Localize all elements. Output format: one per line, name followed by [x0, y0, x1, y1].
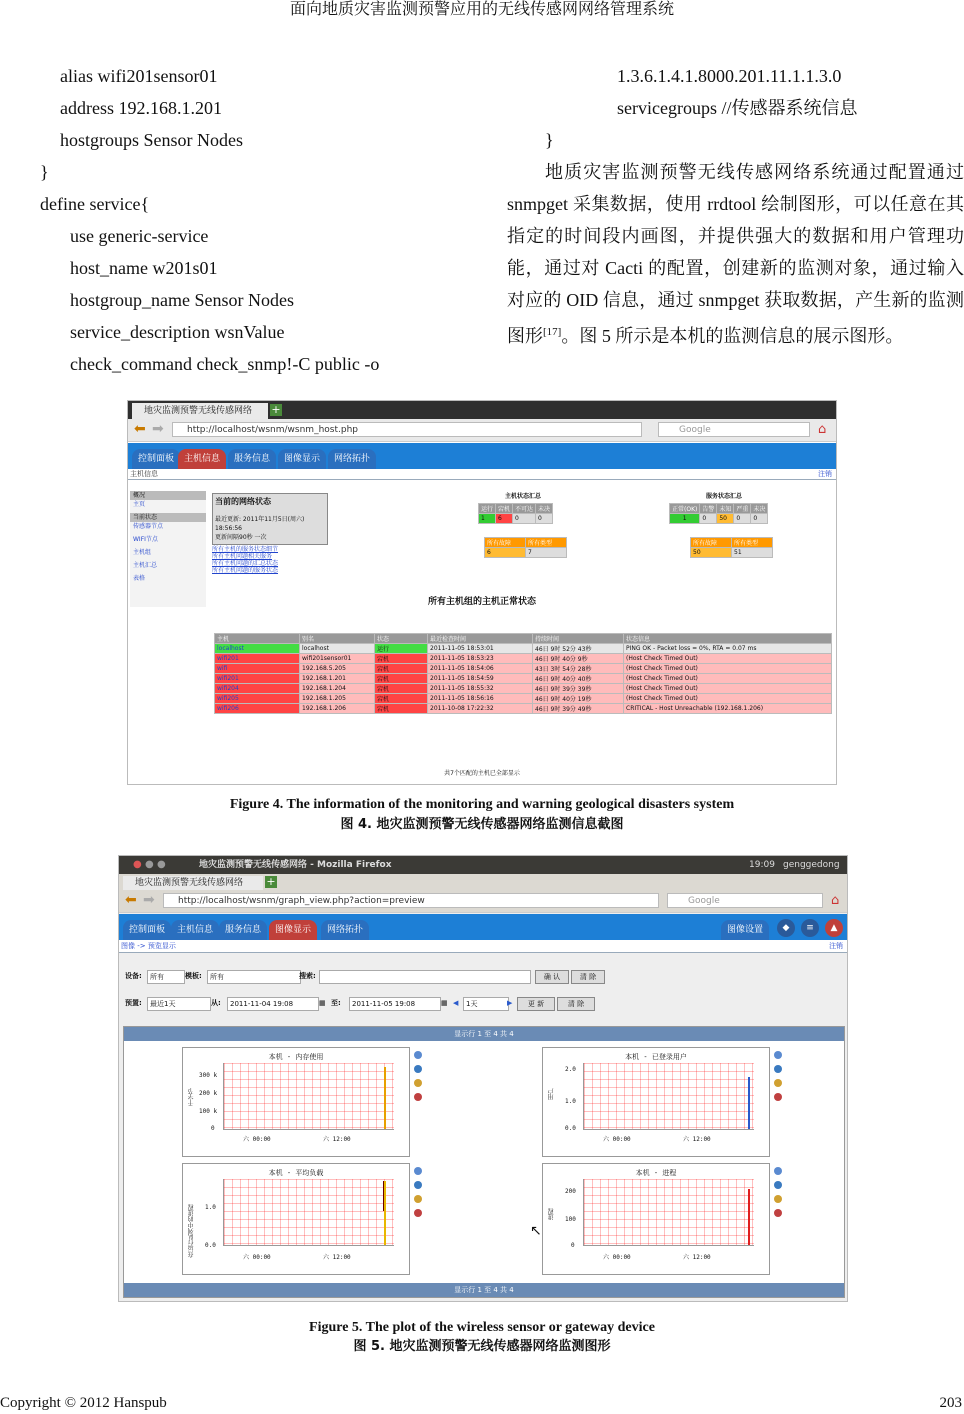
last-check: 2011-10-08 17:22:32 [428, 704, 533, 714]
status-info: PING OK - Packet loss = 0%, RTA = 0.07 ms [624, 644, 832, 654]
rows-label-top: 显示行 1 至 4 共 4 [124, 1027, 844, 1041]
series-spike [384, 1067, 386, 1129]
xtick: 六 12:00 [323, 1254, 351, 1261]
ytick: 0 [571, 1242, 575, 1249]
graph-plot-area [583, 1179, 754, 1246]
summary-value[interactable]: 0 [751, 514, 768, 524]
preset-label: 预置: [125, 999, 142, 1007]
host-summary-title: 主机状态汇总 [504, 493, 541, 500]
preset-select[interactable]: 最近1天 [147, 997, 211, 1011]
clock: 19:09 [749, 860, 775, 870]
ytick: 200 [565, 1188, 576, 1195]
summary-head: 不可达 [513, 504, 536, 514]
back-icon[interactable]: ⬅ [125, 892, 137, 908]
summary-value[interactable]: 50 [717, 514, 734, 524]
sidebar-item-sensor-nodes[interactable]: 传感器节点 [133, 523, 164, 530]
address-bar[interactable]: http://localhost/wsnm/graph_view.php?action=preview [163, 893, 659, 908]
graph-processes[interactable] [542, 1163, 770, 1275]
forward-icon[interactable]: ➡ [152, 421, 164, 437]
search-box[interactable]: Google [667, 893, 823, 908]
from-label: 从: [211, 999, 221, 1007]
ytick: 0.0 [565, 1125, 576, 1132]
rows-label-bottom: 显示行 1 至 4 共 4 [124, 1283, 844, 1297]
graph-plot-area [223, 1063, 394, 1130]
graph-title: 本机 - 平均负载 [268, 1169, 324, 1177]
nav-control-panel[interactable]: 控制面板 [123, 920, 171, 940]
duration: 46日 9时 52分 43秒 [533, 644, 624, 654]
main-nav [119, 914, 847, 940]
template-select[interactable]: 所有 [207, 970, 301, 984]
nav-control-panel[interactable]: 控制面板 [132, 449, 180, 469]
code-line: address 192.168.1.201 [60, 98, 222, 118]
confirm-button[interactable]: 确 认 [535, 970, 569, 984]
code-line: } [545, 130, 554, 150]
to-label: 至: [331, 999, 341, 1007]
service-problems-table [690, 537, 773, 558]
ytick: 100 [565, 1216, 576, 1223]
host-alias: 192.168.5.205 [300, 664, 375, 674]
graph-title: 本机 - 已登录用户 [625, 1053, 687, 1061]
figure5-screenshot [118, 855, 848, 1302]
host-state: 宕机 [375, 674, 428, 684]
status-info: (Host Check Timed Out) [624, 654, 832, 664]
host-problems-table [484, 537, 567, 558]
host-alias: 192.168.1.206 [300, 704, 375, 714]
info-icon[interactable] [774, 1181, 782, 1189]
zoom-icon[interactable] [774, 1167, 782, 1175]
host-state: 宕机 [375, 664, 428, 674]
graph-title: 本机 - 进程 [635, 1169, 677, 1177]
duration: 46日 9时 39分 39秒 [533, 684, 624, 694]
summary-value[interactable]: 51 [732, 548, 773, 558]
figure4-caption-en: Figure 4. The information of the monitoring and warning geological disasters system [229, 797, 735, 812]
config-code-left [40, 60, 480, 380]
last-check: 2011-11-05 18:54:06 [428, 664, 533, 674]
window-title: 地灾监测预警无线传感网络 - Mozilla Firefox [199, 860, 392, 870]
sidebar-section-overview: 概况 [130, 491, 206, 500]
host-alias: wifi201sensor01 [300, 654, 375, 664]
host-alias: 192.168.1.204 [300, 684, 375, 694]
code-line: alias wifi201sensor01 [60, 66, 218, 86]
summary-head: 所有类型 [732, 538, 773, 548]
last-check: 2011-11-05 18:54:59 [428, 674, 533, 684]
last-check: 2011-11-05 18:53:23 [428, 654, 533, 664]
ytick: 1.0 [565, 1098, 576, 1105]
summary-value[interactable]: 0 [700, 514, 717, 524]
table-row [215, 704, 832, 714]
sidebar-item-hostgroups[interactable]: 主机组 [133, 549, 152, 556]
mouse-cursor-icon: ↖ [530, 1223, 542, 1239]
paragraph-text: 地质灾害监测预警无线传感网络系统通过配置通过 snmpget 采集数据，使用 rrdtool 绘制图形，可以任意在其指定的时间段内画图，并提供强大的数据和用户管理功能，通过对 Cacti 的配置，创建新的监测对象，通过输入对应的 OID 信息，通过 snmpget 获取数据，产生新的监测图形 [507, 162, 964, 346]
graph-actions [774, 1051, 782, 1107]
figure5-caption-cn: 图 5. 地灾监测预警无线传感器网络监测图形 [353, 1339, 611, 1354]
citation-ref[interactable]: [17] [543, 326, 562, 338]
edit-icon[interactable] [414, 1079, 422, 1087]
info-icon[interactable] [414, 1181, 422, 1189]
host-state: 宕机 [375, 654, 428, 664]
figure4-caption-cn: 图 4. 地灾监测预警无线传感器网络监测信息截图 [340, 817, 624, 832]
column-header[interactable]: 状态 [375, 634, 428, 644]
graph-ylabel: 进程 [548, 1208, 555, 1220]
zoom-icon[interactable] [414, 1051, 422, 1059]
host-state: 宕机 [375, 704, 428, 714]
to-date-input[interactable]: 2011-11-05 19:08 [349, 997, 441, 1011]
host-state: 宕机 [375, 684, 428, 694]
ytick: 300 k [199, 1072, 218, 1079]
browser-tab[interactable]: 地灾监测预警无线传感网络 [123, 876, 263, 890]
forward-icon[interactable]: ➡ [143, 892, 155, 908]
browser-tab[interactable]: 地灾监测预警无线传感网络 [132, 403, 268, 419]
host-alias: localhost [300, 644, 375, 654]
last-check: 2011-11-05 18:55:32 [428, 684, 533, 694]
sub-header [128, 469, 836, 480]
host-link[interactable]: wifi [215, 664, 300, 674]
status-info: (Host Check Timed Out) [624, 664, 832, 674]
graph-actions [414, 1167, 422, 1223]
nav-graph-view[interactable]: 图像显示 [269, 920, 317, 940]
table-row [215, 684, 832, 694]
summary-value[interactable]: 6 [485, 548, 526, 558]
table-row [215, 664, 832, 674]
status-info: (Host Check Timed Out) [624, 674, 832, 684]
status-info: CRITICAL - Host Unreachable (192.168.1.206) [624, 704, 832, 714]
summary-value[interactable]: 6 [496, 514, 513, 524]
last-check: 2011-11-05 18:56:16 [428, 694, 533, 704]
summary-value[interactable]: 1 [670, 514, 700, 524]
sidebar-item-grid[interactable]: 表格 [133, 575, 146, 582]
calendar-icon[interactable]: ▦ [441, 999, 448, 1007]
summary-value[interactable]: 1 [479, 514, 496, 524]
summary-head: 未知 [717, 504, 734, 514]
graph-actions [414, 1051, 422, 1107]
duration: 46日 9时 40分 9秒 [533, 654, 624, 664]
xtick: 六 00:00 [603, 1136, 631, 1143]
series-spike [748, 1189, 750, 1245]
ytick: 0.0 [205, 1242, 216, 1249]
table-header-row [215, 634, 832, 644]
series-spike [748, 1077, 750, 1129]
ytick: 0 [211, 1125, 215, 1132]
summary-head: 所有故障 [691, 538, 732, 548]
figure5-caption-en: Figure 5. The plot of the wireless sensor or gateway device [309, 1320, 655, 1335]
clear-time-button[interactable]: 清 除 [557, 997, 595, 1011]
nav-service-info[interactable]: 服务信息 [219, 920, 267, 940]
nav-service-info[interactable]: 服务信息 [228, 449, 276, 469]
logout-link[interactable]: 注销 [829, 942, 843, 950]
graph-users[interactable] [542, 1047, 770, 1157]
host-link[interactable]: wifi206 [215, 704, 300, 714]
nav-host-info[interactable]: 主机信息 [171, 920, 219, 940]
table-row [215, 654, 832, 664]
summary-value[interactable]: 50 [691, 548, 732, 558]
minimize-icon[interactable]: ● [145, 859, 154, 870]
filter-row [123, 965, 843, 987]
xtick: 六 12:00 [323, 1136, 351, 1143]
breadcrumb-text[interactable]: 图像 -> 预览显示 [121, 942, 176, 950]
refresh-button[interactable]: 更 新 [517, 997, 555, 1011]
timespan-select[interactable]: 1天 [463, 997, 509, 1011]
code-line: check_command check_snmp!-C public -o [70, 354, 380, 374]
username[interactable]: genggedong [783, 860, 840, 870]
summary-head: 宕机 [496, 504, 513, 514]
device-select[interactable]: 所有 [147, 970, 185, 984]
code-line: servicegroups //传感器系统信息 [617, 98, 858, 118]
home-icon[interactable]: ⌂ [831, 893, 840, 908]
xtick: 六 00:00 [243, 1136, 271, 1143]
device-label: 设备: [125, 972, 142, 980]
status-link[interactable]: 所有主机问题的汇总状态 [212, 560, 279, 567]
status-info: (Host Check Timed Out) [624, 684, 832, 694]
body-paragraph [507, 156, 964, 352]
service-summary-title: 服务状态汇总 [705, 493, 742, 500]
window-titlebar [119, 856, 847, 874]
figure4-screenshot [127, 400, 837, 785]
sub-header-label: 主机信息 [130, 470, 158, 478]
update-interval: 更新间隔90秒 一次 [215, 534, 267, 541]
graph-grid [123, 1026, 845, 1298]
ytick: 200 k [199, 1090, 218, 1097]
sidebar-item-wifi-nodes[interactable]: WIFI节点 [133, 536, 158, 543]
preview-icon[interactable]: ▲ [825, 919, 843, 937]
graph-memory[interactable] [182, 1047, 410, 1157]
clear-button[interactable]: 清 除 [571, 970, 605, 984]
graph-plot-area [223, 1179, 394, 1246]
graph-plot-area [583, 1063, 754, 1130]
edit-icon[interactable] [774, 1079, 782, 1087]
template-label: 模板: [185, 972, 202, 980]
summary-head: 严重 [734, 504, 751, 514]
nav-host-info[interactable]: 主机信息 [178, 449, 226, 469]
summary-head: 告警 [700, 504, 717, 514]
summary-value[interactable]: 0 [536, 514, 553, 524]
info-icon[interactable] [414, 1065, 422, 1073]
duration: 43日 3时 54分 28秒 [533, 664, 624, 674]
summary-value[interactable]: 7 [526, 548, 567, 558]
address-bar[interactable]: http://localhost/wsnm/wsnm_host.php [172, 422, 642, 437]
host-status-table [214, 633, 832, 714]
code-line: hostgroup_name Sensor Nodes [70, 290, 294, 310]
ytick: 2.0 [565, 1066, 576, 1073]
nav-topology[interactable]: 网络拓扑 [328, 449, 376, 469]
host-summary-table [478, 503, 553, 524]
host-state: 宕机 [375, 694, 428, 704]
summary-head: 未决 [536, 504, 553, 514]
host-state: 运行 [375, 644, 428, 654]
list-view-icon[interactable]: ≡ [801, 919, 819, 937]
delete-icon[interactable] [414, 1093, 422, 1101]
series-spike [383, 1181, 384, 1211]
xtick: 六 00:00 [603, 1254, 631, 1261]
status-link[interactable]: 所有主机的服务状态细节 [212, 546, 279, 553]
host-link[interactable]: wifi205 [215, 694, 300, 704]
network-status-box [212, 493, 328, 545]
table-row [215, 694, 832, 704]
last-updated: 最近更新: 2011年11月5日(周六) 18:56:56 [215, 516, 305, 532]
copyright: Copyright © 2012 Hanspub [0, 1395, 167, 1411]
from-date-input[interactable]: 2011-11-04 19:08 [227, 997, 319, 1011]
zoom-icon[interactable] [414, 1167, 422, 1175]
column-header[interactable]: 状态信息 [624, 634, 832, 644]
table-row [215, 674, 832, 684]
host-alias: 192.168.1.205 [300, 694, 375, 704]
nav-graph-view[interactable]: 图像显示 [278, 449, 326, 469]
graph-load-average[interactable] [182, 1163, 410, 1275]
running-header: 面向地质灾害监测预警应用的无线传感网网络管理系统 [289, 1, 674, 18]
status-link[interactable]: 所有主机问题相关服务 [212, 553, 273, 560]
graph-ylabel: 千字节 [188, 1088, 195, 1106]
sidebar-section-status: 当前状态 [130, 513, 206, 522]
table-row [215, 644, 832, 654]
back-icon[interactable]: ⬅ [134, 421, 146, 437]
url-toolbar [119, 890, 847, 913]
code-line: host_name w201s01 [70, 258, 218, 278]
url-toolbar [128, 419, 836, 442]
zoom-icon[interactable] [774, 1051, 782, 1059]
sidebar [130, 491, 206, 607]
page-number: 203 [939, 1395, 962, 1411]
shift-left-icon[interactable]: ◀ [453, 999, 459, 1007]
column-header[interactable]: 最近检查时间 [428, 634, 533, 644]
host-link[interactable]: localhost [215, 644, 300, 654]
status-link[interactable]: 所有主机问题的服务状态 [212, 567, 279, 574]
delete-icon[interactable] [414, 1209, 422, 1217]
column-header[interactable]: 持续时间 [533, 634, 624, 644]
right-column [507, 60, 964, 352]
nav-graph-settings[interactable]: 图像设置 [721, 920, 769, 940]
xtick: 六 12:00 [683, 1254, 711, 1261]
nav-topology[interactable]: 网络拓扑 [321, 920, 369, 940]
host-alias: 192.168.1.201 [300, 674, 375, 684]
summary-head: 运行 [479, 504, 496, 514]
service-summary-table [669, 503, 768, 524]
time-row [123, 992, 843, 1014]
search-input[interactable] [319, 970, 531, 984]
summary-head: 所有故障 [485, 538, 526, 548]
status-info: (Host Check Timed Out) [624, 694, 832, 704]
code-line: 1.3.6.1.4.1.8000.201.11.1.1.3.0 [617, 66, 842, 86]
sidebar-item-home[interactable]: 主页 [133, 501, 146, 508]
search-box[interactable]: Google [658, 422, 810, 437]
code-line: define service{ [40, 194, 150, 214]
logout-link[interactable]: 注销 [818, 470, 832, 478]
home-icon[interactable]: ⌂ [818, 422, 827, 437]
main-nav [128, 443, 836, 469]
close-icon[interactable]: ● [133, 859, 142, 870]
host-link[interactable]: wifi204 [215, 684, 300, 694]
code-line: use generic-service [70, 226, 209, 246]
code-line: service_description wsnValue [70, 322, 285, 342]
search-label: 搜索: [299, 972, 316, 980]
graph-title: 本机 - 内存使用 [268, 1053, 324, 1061]
table-footer: 共7个匹配的主机已全部显示 [444, 770, 520, 777]
ytick: 1.0 [205, 1204, 216, 1211]
graph-ylabel: 在运行队列中的进程 [188, 1204, 195, 1258]
graph-actions [774, 1167, 782, 1223]
shift-right-icon[interactable]: ▶ [507, 999, 513, 1007]
edit-icon[interactable] [774, 1195, 782, 1203]
code-line: hostgroups Sensor Nodes [60, 130, 243, 150]
duration: 46日 9时 40分 40秒 [533, 674, 624, 684]
column-header[interactable]: 别名 [300, 634, 375, 644]
xtick: 六 12:00 [683, 1136, 711, 1143]
host-link[interactable]: wifi201 [215, 654, 300, 664]
calendar-icon[interactable]: ▦ [319, 999, 326, 1007]
xtick: 六 00:00 [243, 1254, 271, 1261]
tab-bar [119, 874, 847, 890]
maximize-icon[interactable]: ● [157, 859, 166, 870]
sidebar-item-host-summary[interactable]: 主机汇总 [133, 562, 158, 569]
graph-ylabel: 用户 [548, 1088, 555, 1100]
status-links [212, 546, 290, 574]
summary-head: 所有类型 [526, 538, 567, 548]
last-check: 2011-11-05 18:53:01 [428, 644, 533, 654]
info-icon[interactable] [774, 1065, 782, 1073]
ytick: 100 k [199, 1108, 218, 1115]
delete-icon[interactable] [774, 1093, 782, 1101]
summary-head: 正常(OK) [670, 504, 700, 514]
tree-view-icon[interactable]: ◆ [777, 919, 795, 937]
edit-icon[interactable] [414, 1195, 422, 1203]
summary-value[interactable]: 0 [513, 514, 536, 524]
tab-bar [128, 401, 836, 419]
network-status-title: 当前的网络状态 [215, 497, 271, 506]
code-line: } [40, 162, 49, 182]
summary-value[interactable]: 0 [734, 514, 751, 524]
delete-icon[interactable] [774, 1209, 782, 1217]
duration: 46日 9时 40分 19秒 [533, 694, 624, 704]
duration: 46日 9时 39分 49秒 [533, 704, 624, 714]
new-tab-icon[interactable]: + [266, 875, 276, 888]
paragraph-tail: 。图 5 所示是本机的监测信息的展示图形。 [561, 326, 904, 346]
breadcrumb [119, 940, 847, 953]
host-link[interactable]: wifi201 [215, 674, 300, 684]
series-spike [384, 1181, 386, 1245]
summary-head: 未决 [751, 504, 768, 514]
host-table-title: 所有主机组的主机正常状态 [427, 597, 536, 607]
column-header[interactable]: 主机 [215, 634, 300, 644]
new-tab-icon[interactable]: + [271, 403, 281, 416]
